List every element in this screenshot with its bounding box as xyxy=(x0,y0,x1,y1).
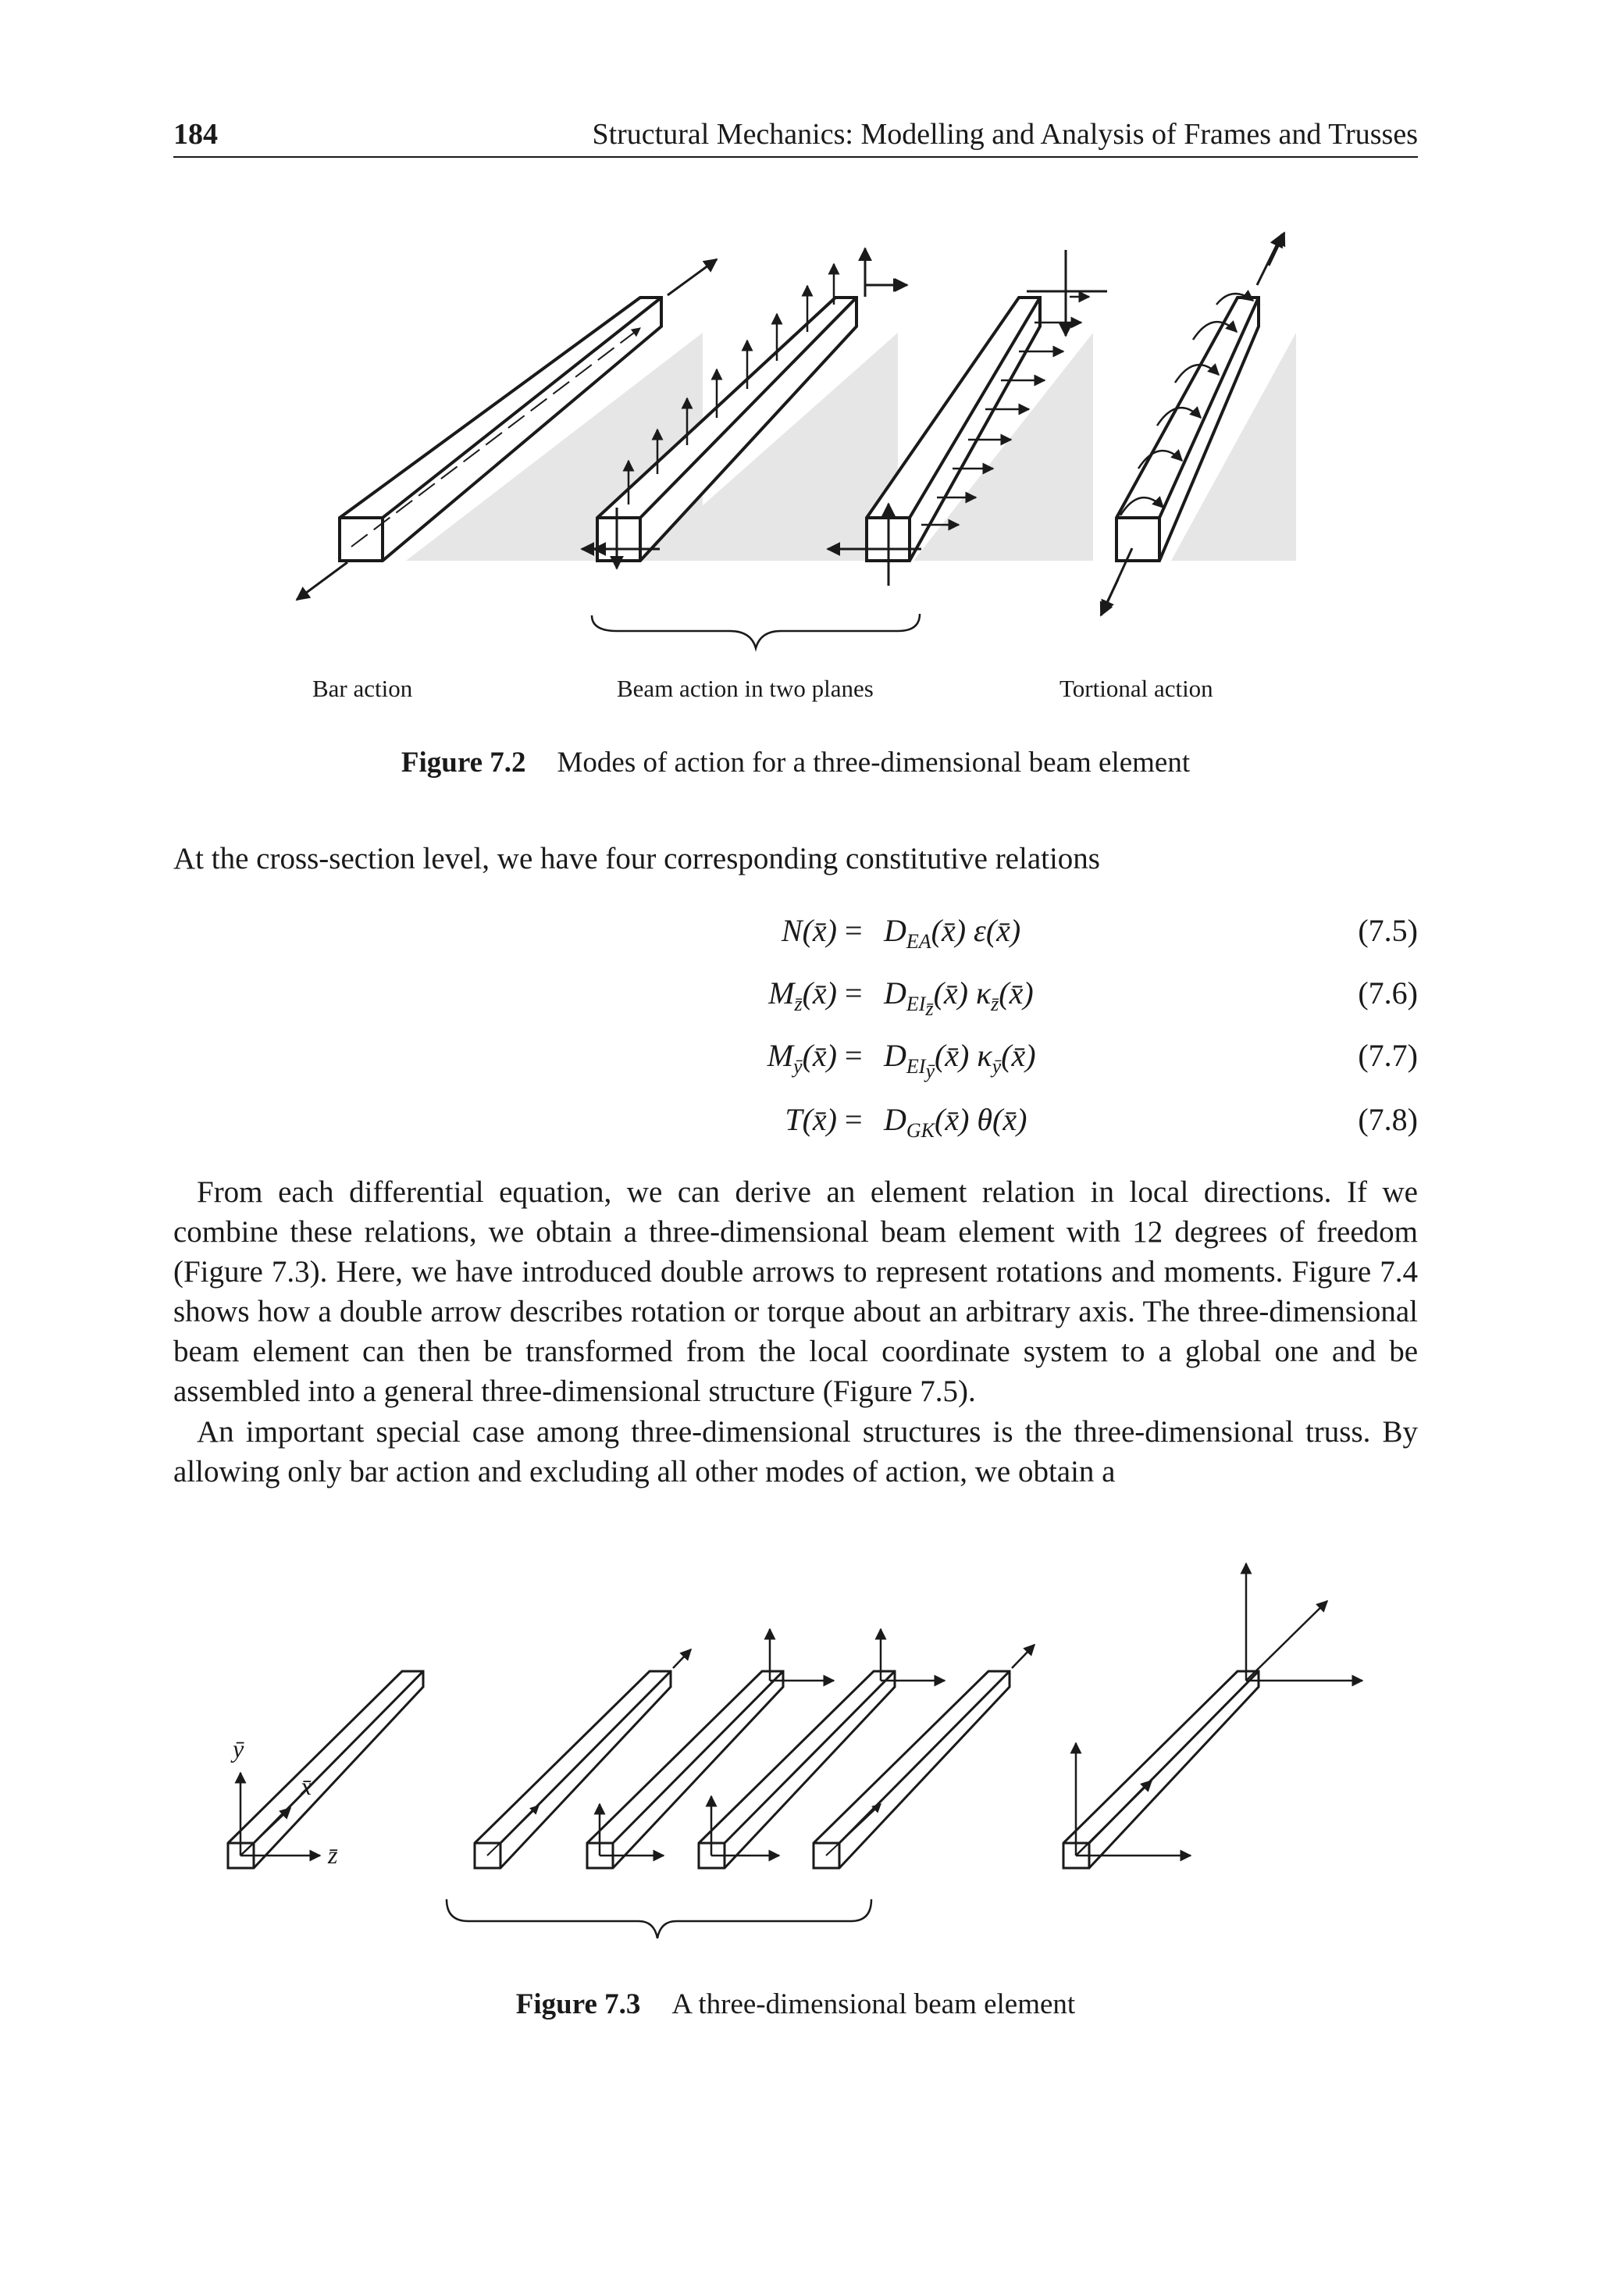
page-number: 184 xyxy=(173,118,218,151)
eq-sign: = xyxy=(845,913,863,948)
header-rule xyxy=(173,156,1418,158)
eq-lhs: $M_{z̄}(x̄)$ xyxy=(768,975,837,1015)
eq-rhs: $D_{EA}(x̄)$ ε(x̄) xyxy=(884,913,1021,953)
eq-lhs: T(x̄) xyxy=(785,1102,837,1137)
beam-group-c xyxy=(699,1629,945,1868)
eq-rhs: $D_{EI_{z̄}}(x̄)$ $\kappa_{z̄}(x̄)$ xyxy=(884,975,1034,1021)
intro-line: At the cross-section level, we have four corresponding constitutive relations xyxy=(173,842,1100,875)
figure-7-2-caption-label: Figure 7.2 xyxy=(401,747,526,779)
paragraph-2: An important special case among three-dimensional structures is the three-dimensional truss. By allowing only bar action and excluding all other modes of action, we obtain a xyxy=(173,1415,1418,1488)
equation-7-6 xyxy=(173,975,1418,1021)
beam-action-label: Beam action in two planes xyxy=(617,675,874,702)
bar-action-label: Bar action xyxy=(312,675,413,702)
figure-7-2-caption xyxy=(173,746,1418,779)
axis-x-label: x̄ xyxy=(301,1772,312,1800)
beam-with-12-dof xyxy=(1063,1563,1362,1868)
figure-7-3-caption xyxy=(173,1988,1418,2021)
running-title: Structural Mechanics: Modelling and Analysis of Frames and Trusses xyxy=(592,118,1418,151)
page-header xyxy=(173,111,1418,158)
eq-sign: = xyxy=(845,1038,863,1073)
eq-lhs: N(x̄) xyxy=(781,913,837,948)
axis-z-label: z̄ xyxy=(328,1841,338,1869)
eq-number: (7.7) xyxy=(1358,1038,1418,1073)
eq-number: (7.8) xyxy=(1358,1102,1418,1137)
eq-sign: = xyxy=(845,1102,863,1137)
eq-number: (7.5) xyxy=(1358,913,1418,948)
eq-rhs: $D_{GK}(x̄)$ θ(x̄) xyxy=(884,1102,1027,1142)
equation-7-5 xyxy=(173,912,1418,956)
eq-number: (7.6) xyxy=(1358,975,1418,1011)
equation-7-8 xyxy=(173,1101,1418,1145)
beam-with-local-axes xyxy=(228,1671,423,1868)
figure-7-3-caption-label: Figure 7.3 xyxy=(515,1988,641,2020)
figure-7-3-caption-text: A three-dimensional beam element xyxy=(671,1988,1076,2020)
figure-7-2 xyxy=(0,219,1599,718)
beam-group-a xyxy=(475,1649,691,1868)
eq-rhs: $D_{EI_ȳ}(x̄)$ $\kappa_ȳ(x̄)$ xyxy=(884,1038,1036,1083)
paragraph-1: From each differential equation, we can derive an element relation in local directions. If we combine these relations, we obtain a three-dimensional beam element with 12 degrees of freedom (Figure 7.3). Here, we have introduced double arrows to represent rotations and moments. Figure 7.4 shows how a double arrow describes rotation or torque about an arbitrary axis. The three-dimensional beam element can then be transformed from the local coordinate system to a global one and be assembled into a general three-dimensional structure (Figure 7.5). xyxy=(173,1175,1418,1408)
eq-lhs: $M_ȳ(x̄)$ xyxy=(767,1038,837,1078)
torsion-action-beam xyxy=(1101,233,1296,615)
beam-group-d xyxy=(814,1645,1035,1868)
torsion-action-label: Tortional action xyxy=(1059,675,1213,702)
equation-7-7 xyxy=(173,1037,1418,1081)
axis-y-label: ȳ xyxy=(233,1734,244,1763)
figure-7-3 xyxy=(0,1546,1599,1952)
eq-sign: = xyxy=(845,975,863,1011)
figure-7-2-caption-text: Modes of action for a three-dimensional beam element xyxy=(557,747,1191,779)
